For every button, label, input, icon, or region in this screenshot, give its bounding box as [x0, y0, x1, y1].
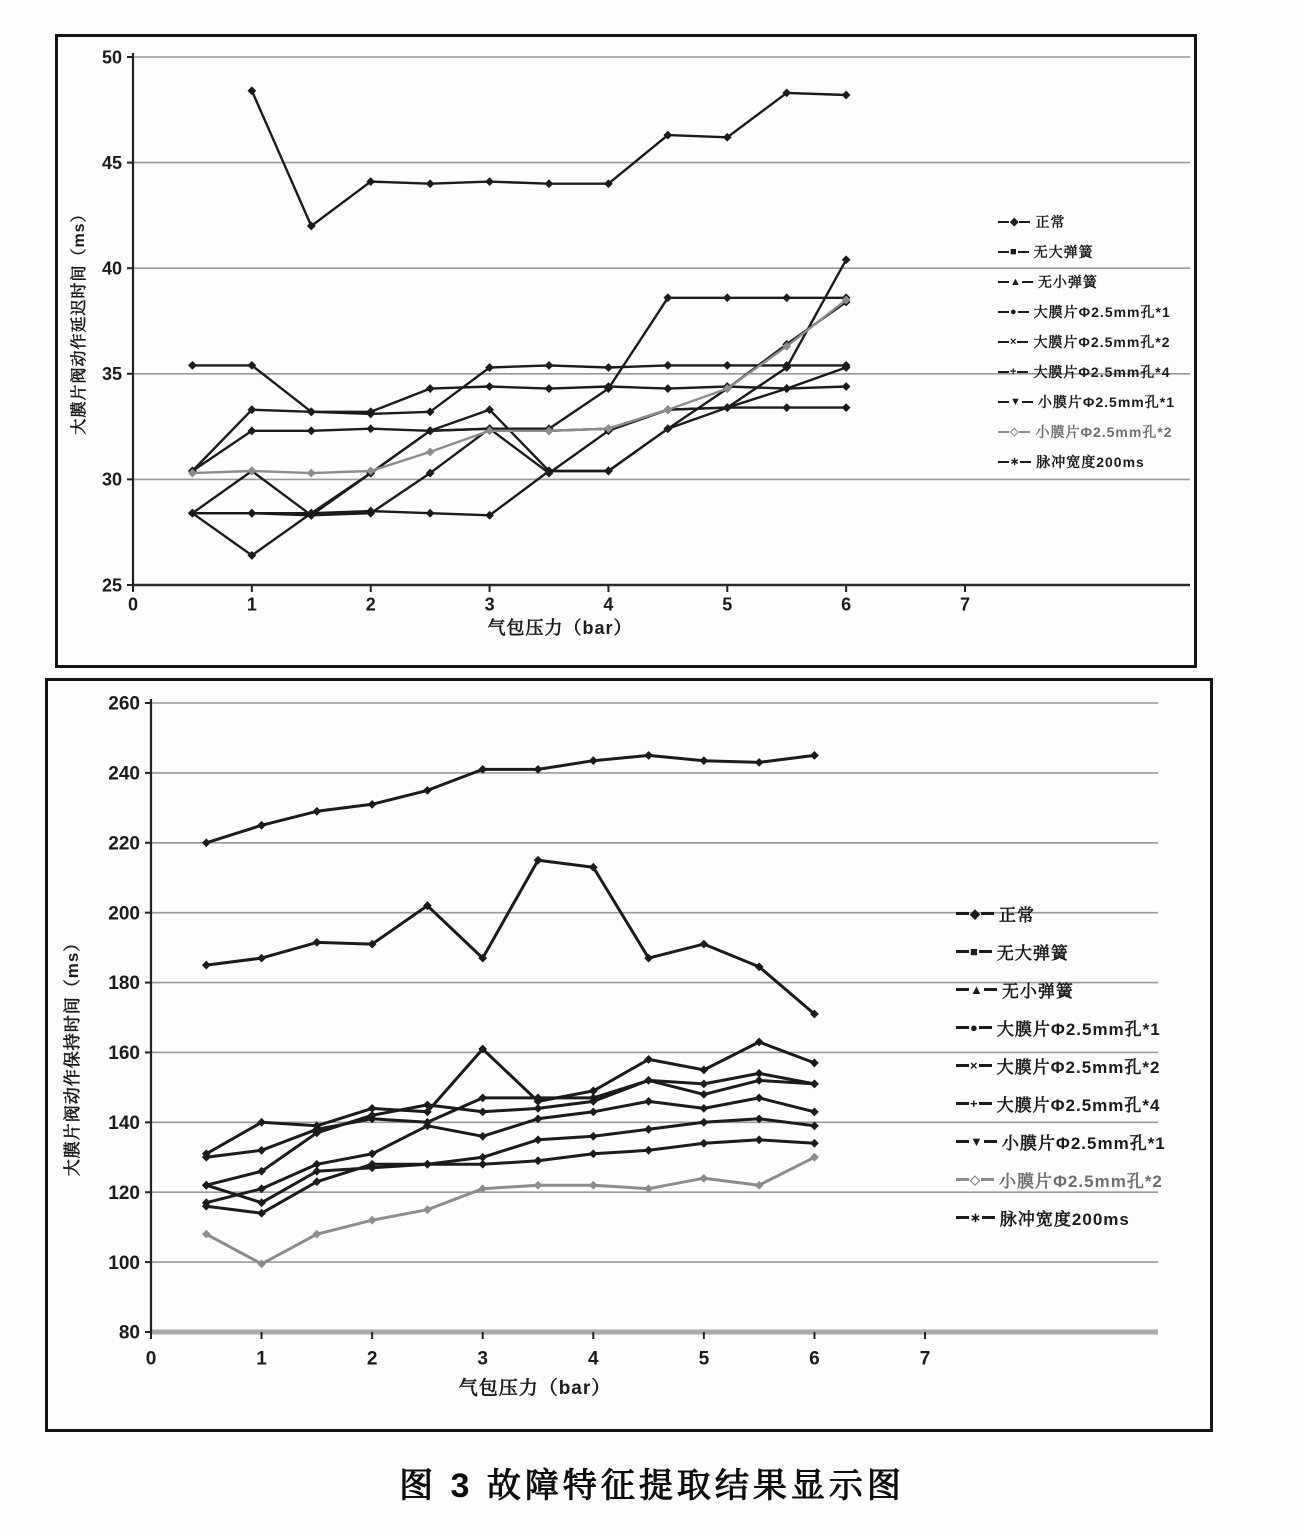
- legend-line-segment: [956, 1178, 969, 1181]
- legend-label: 脉冲宽度200ms: [1036, 454, 1145, 470]
- legend-line-segment: [956, 1026, 969, 1029]
- svg-text:50: 50: [101, 47, 122, 68]
- svg-text:140: 140: [108, 1112, 140, 1134]
- svg-text:5: 5: [722, 594, 733, 615]
- svg-text:6: 6: [809, 1348, 820, 1370]
- legend-marker-icon: ◇: [970, 1172, 980, 1187]
- legend-item: [956, 1091, 1166, 1116]
- legend-item: [998, 242, 1175, 262]
- legend-line-segment: [998, 371, 1009, 373]
- legend-label: 无小弹簧: [1001, 982, 1074, 1001]
- svg-text:气包压力（bar）: 气包压力（bar）: [487, 618, 633, 638]
- svg-text:3: 3: [477, 1348, 489, 1370]
- legend-label: 大膜片Φ2.5mm孔*4: [996, 1096, 1161, 1115]
- legend-line-segment: [1019, 221, 1030, 223]
- svg-text:200: 200: [108, 903, 140, 925]
- svg-text:45: 45: [101, 152, 122, 173]
- legend-line-segment: [998, 281, 1009, 283]
- legend-line-segment: [1018, 251, 1029, 253]
- svg-text:1: 1: [246, 594, 257, 615]
- svg-text:2: 2: [366, 1348, 378, 1370]
- legend-item: [956, 1205, 1166, 1230]
- legend-marker-icon: ▲: [1010, 275, 1021, 288]
- legend-line-segment: [1018, 311, 1029, 313]
- svg-text:160: 160: [108, 1043, 140, 1065]
- legend-line-segment: [956, 1064, 969, 1067]
- legend-item: [998, 212, 1175, 232]
- legend-line-segment: [1017, 371, 1028, 373]
- svg-text:大膜片阀动作延迟时间（ms）: 大膜片阀动作延迟时间（ms）: [71, 205, 88, 435]
- legend-marker-icon: +: [1010, 365, 1017, 378]
- svg-text:7: 7: [959, 594, 971, 615]
- legend-item: [998, 362, 1175, 382]
- legend-line-segment: [984, 988, 997, 991]
- legend-line-segment: [956, 950, 969, 953]
- legend-label: 大膜片Φ2.5mm孔*2: [1033, 334, 1171, 350]
- svg-text:25: 25: [101, 575, 122, 596]
- svg-text:2: 2: [365, 594, 376, 615]
- legend-item: [998, 302, 1175, 322]
- legend-item: [956, 1167, 1166, 1192]
- legend-marker-icon: ∗: [1010, 455, 1020, 468]
- legend-line-segment: [1017, 341, 1028, 343]
- svg-text:180: 180: [108, 973, 140, 995]
- legend-label: 大膜片Φ2.5mm孔*1: [996, 1020, 1161, 1039]
- legend-line-segment: [998, 221, 1009, 223]
- legend-line-segment: [982, 1216, 995, 1219]
- legend-label: 无大弹簧: [996, 944, 1069, 963]
- legend-marker-icon: +: [970, 1096, 978, 1111]
- legend-line-segment: [998, 461, 1009, 463]
- legend-label: 小膜片Φ2.5mm孔*2: [999, 1172, 1163, 1191]
- legend-marker-icon: ▼: [970, 1134, 983, 1149]
- legend-label: 大膜片Φ2.5mm孔*2: [996, 1058, 1161, 1077]
- svg-text:7: 7: [919, 1348, 931, 1370]
- bottom-chart-legend: [956, 901, 1166, 1230]
- legend-line-segment: [956, 1216, 969, 1219]
- legend-marker-icon: ∗: [970, 1210, 981, 1225]
- legend-item: [956, 1015, 1166, 1040]
- legend-label: 小膜片Φ2.5mm孔*1: [1001, 1134, 1166, 1153]
- legend-label: 正常: [999, 906, 1035, 925]
- svg-text:6: 6: [841, 594, 852, 615]
- legend-item: [956, 1053, 1166, 1078]
- legend-line-segment: [956, 1140, 969, 1143]
- legend-label: 小膜片Φ2.5mm孔*2: [1035, 424, 1173, 440]
- svg-text:80: 80: [118, 1322, 140, 1344]
- svg-text:120: 120: [108, 1182, 140, 1204]
- legend-marker-icon: ▼: [1010, 395, 1021, 408]
- legend-item: [998, 452, 1175, 472]
- legend-item: [956, 939, 1166, 964]
- svg-text:40: 40: [101, 258, 122, 279]
- legend-line-segment: [998, 341, 1009, 343]
- svg-text:0: 0: [145, 1348, 157, 1370]
- legend-label: 正常: [1035, 214, 1066, 230]
- legend-line-segment: [979, 1102, 992, 1105]
- legend-item: [998, 422, 1175, 442]
- legend-line-segment: [979, 1064, 992, 1067]
- svg-text:220: 220: [108, 833, 140, 855]
- svg-text:100: 100: [108, 1252, 140, 1274]
- legend-line-segment: [998, 251, 1009, 253]
- legend-line-segment: [979, 1026, 992, 1029]
- legend-marker-icon: ◇: [1010, 425, 1019, 438]
- figure-caption: 图 3 故障特征提取结果显示图: [399, 1467, 905, 1505]
- legend-marker-icon: ●: [1010, 305, 1017, 318]
- legend-line-segment: [956, 1102, 969, 1105]
- legend-item: [956, 901, 1166, 926]
- legend-marker-icon: ×: [1010, 335, 1017, 348]
- svg-text:5: 5: [698, 1348, 710, 1370]
- legend-label: 大膜片Φ2.5mm孔*4: [1033, 364, 1171, 380]
- legend-label: 无大弹簧: [1033, 244, 1094, 260]
- legend-line-segment: [984, 1140, 997, 1143]
- legend-line-segment: [981, 1178, 994, 1181]
- legend-line-segment: [1019, 431, 1030, 433]
- legend-line-segment: [998, 431, 1009, 433]
- legend-label: 大膜片Φ2.5mm孔*1: [1033, 304, 1171, 320]
- legend-marker-icon: ●: [970, 1020, 978, 1035]
- legend-line-segment: [956, 988, 969, 991]
- legend-item: [956, 1129, 1166, 1154]
- legend-line-segment: [956, 912, 969, 915]
- legend-line-segment: [981, 912, 994, 915]
- legend-line-segment: [979, 950, 992, 953]
- legend-item: [998, 272, 1175, 292]
- legend-label: 脉冲宽度200ms: [999, 1210, 1130, 1229]
- legend-item: [998, 332, 1175, 352]
- svg-text:0: 0: [127, 594, 139, 615]
- legend-marker-icon: ◆: [970, 906, 980, 921]
- legend-item: [998, 392, 1175, 412]
- legend-label: 小膜片Φ2.5mm孔*1: [1037, 394, 1175, 410]
- legend-marker-icon: ▲: [970, 982, 983, 997]
- legend-label: 无小弹簧: [1037, 274, 1098, 290]
- legend-item: [956, 977, 1166, 1002]
- legend-line-segment: [1022, 281, 1033, 283]
- svg-text:30: 30: [101, 469, 122, 490]
- svg-text:大膜片阀动作保持时间（ms）: 大膜片阀动作保持时间（ms）: [63, 933, 82, 1177]
- svg-text:4: 4: [603, 594, 614, 615]
- legend-marker-icon: ■: [1010, 245, 1017, 258]
- legend-marker-icon: ×: [970, 1058, 978, 1073]
- svg-text:气包压力（bar）: 气包压力（bar）: [458, 1378, 612, 1399]
- svg-text:4: 4: [587, 1348, 599, 1370]
- legend-line-segment: [1020, 461, 1031, 463]
- legend-marker-icon: ■: [970, 944, 978, 959]
- svg-text:3: 3: [484, 594, 495, 615]
- top-chart-legend: [998, 212, 1175, 472]
- svg-text:1: 1: [256, 1348, 267, 1370]
- svg-text:35: 35: [101, 364, 122, 385]
- svg-text:260: 260: [108, 693, 140, 715]
- legend-line-segment: [998, 311, 1009, 313]
- legend-line-segment: [1022, 401, 1033, 403]
- svg-text:240: 240: [108, 763, 140, 785]
- legend-marker-icon: ◆: [1010, 215, 1019, 228]
- legend-line-segment: [998, 401, 1009, 403]
